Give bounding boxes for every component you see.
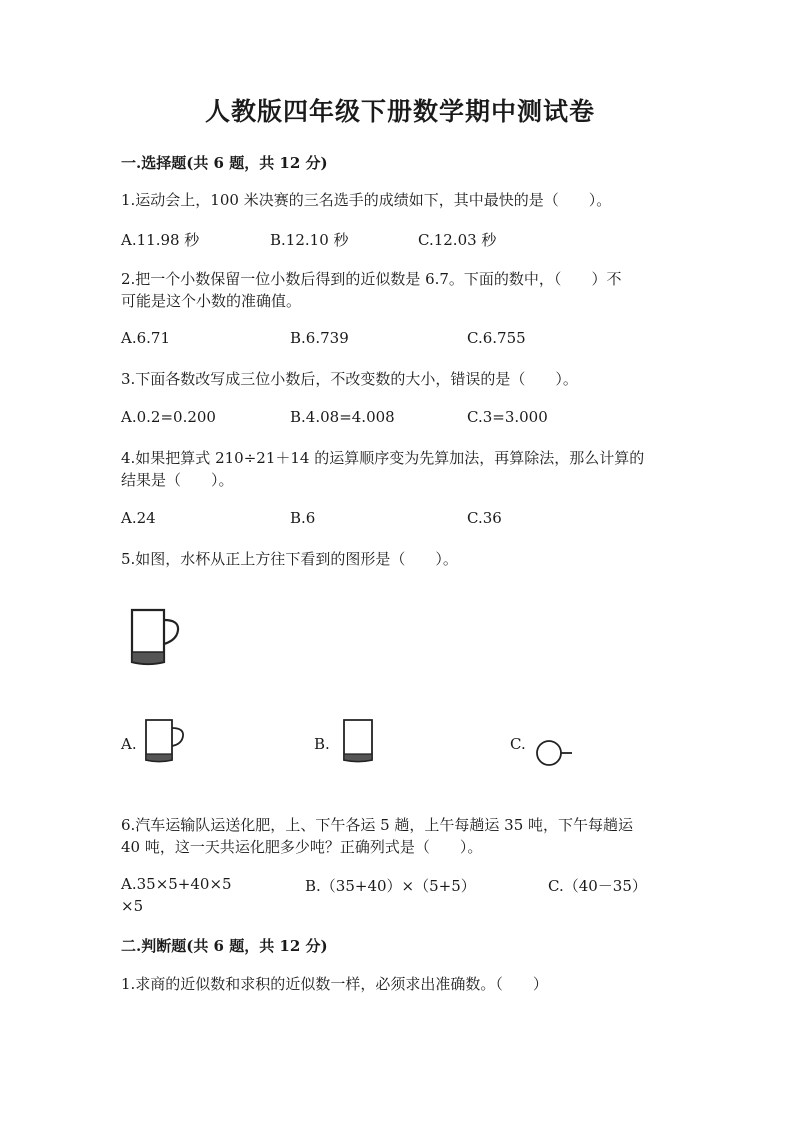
- question-6-text-line1: 6.汽车运输队运送化肥，上、下午各运 5 趟，上午每趟运 35 吨，下午每趟运: [121, 816, 634, 834]
- question-5-option-a: A.: [121, 735, 137, 753]
- question-5-text: 5.如图，水杯从正上方往下看到的图形是（ ）。: [121, 550, 458, 568]
- judgement-1-text: 1.求商的近似数和求积的近似数一样，必须求出准确数。（ ）: [121, 975, 548, 993]
- section-heading-choice: 一.选择题(共 6 题，共 12 分): [121, 154, 328, 172]
- question-4-text-line1: 4.如果把算式 210÷21＋14 的运算顺序变为先算加法，再算除法，那么计算的: [121, 449, 645, 467]
- question-4-option-a: A.24: [121, 509, 156, 527]
- question-4-text-line2: 结果是（ ）。: [121, 471, 234, 489]
- question-3-text: 3.下面各数改写成三位小数后，不改变数的大小，错误的是（ ）。: [121, 370, 578, 388]
- question-6-option-c: C.（40－35）: [548, 877, 647, 895]
- question-4-option-c: C.36: [467, 509, 502, 527]
- question-1-text: 1.运动会上，100 米决赛的三名选手的成绩如下，其中最快的是（ ）。: [121, 191, 612, 209]
- question-3-option-c: C.3=3.000: [467, 408, 548, 426]
- section-heading-judgement: 二.判断题(共 6 题，共 12 分): [121, 937, 328, 955]
- page-title: 人教版四年级下册数学期中测试卷: [204, 97, 595, 126]
- mug-illustration: [126, 606, 184, 668]
- question-6-text-line2: 40 吨，这一天共运化肥多少吨？正确列式是（ ）。: [121, 838, 483, 856]
- option-b-cylinder-icon: [338, 716, 378, 766]
- question-6-option-a: A.35×5+40×5: [121, 875, 232, 893]
- question-2-option-b: B.6.739: [290, 329, 349, 347]
- question-1-option-b: B.12.10 秒: [270, 231, 349, 249]
- question-2-option-c: C.6.755: [467, 329, 526, 347]
- question-3-option-b: B.4.08=4.008: [290, 408, 395, 426]
- question-2-text-line2: 可能是这个小数的准确值。: [121, 292, 302, 310]
- question-2-option-a: A.6.71: [121, 329, 170, 347]
- question-5-option-c: C.: [510, 735, 526, 753]
- question-1-option-a: A.11.98 秒: [121, 231, 200, 249]
- question-4-option-b: B.6: [290, 509, 316, 527]
- question-1-option-c: C.12.03 秒: [418, 231, 497, 249]
- question-2-text-line1: 2.把一个小数保留一位小数后得到的近似数是 6.7。下面的数中，（ ）不: [121, 270, 622, 288]
- question-6-option-c-continued: ×5: [121, 897, 144, 915]
- option-a-mug-icon: [142, 716, 188, 766]
- question-6-option-b: B.（35+40）×（5+5）: [305, 877, 476, 895]
- question-5-option-b: B.: [314, 735, 330, 753]
- option-c-circle-icon: [534, 738, 576, 770]
- question-3-option-a: A.0.2=0.200: [121, 408, 216, 426]
